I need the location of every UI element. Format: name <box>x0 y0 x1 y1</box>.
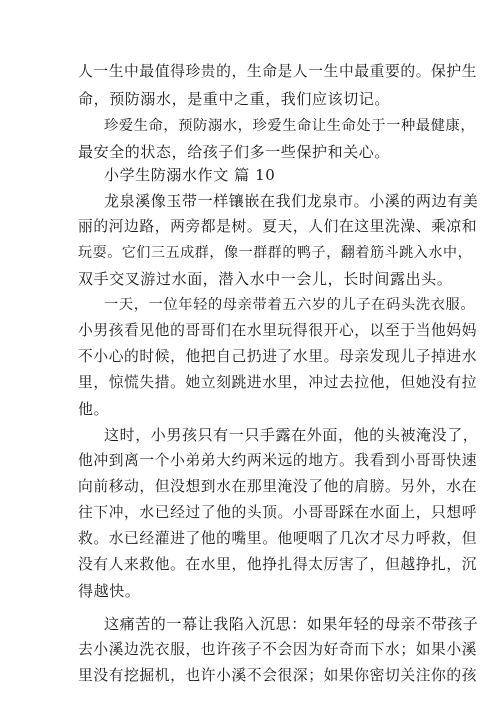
text-line: 去小溪边洗衣服，也许孩子不会因为好奇而下水；如果小溪 <box>78 641 478 658</box>
text-line: 得越快。 <box>78 582 141 600</box>
text-line: 珍爱生命，预防溺水，珍爱生命让生命处于一种最健康， <box>104 118 476 134</box>
text-line: 小男孩看见他的哥哥们在水里玩得很开心，以至于当他妈妈 <box>78 322 478 339</box>
text-line: 救。水已经灌进了他的嘴里。他哽咽了几次才尽力呼救，但 <box>78 530 478 547</box>
text-line: 里，惊慌失措。她立刻跳进水里，冲过去拉他，但她没有拉 <box>78 374 478 391</box>
text-line: 他冲到离一个小弟弟大约两米远的地方。我看到小哥哥快速 <box>78 452 478 469</box>
text-line: 这时，小男孩只有一只手露在外面，他的头被淹没了， <box>104 426 479 444</box>
text-line: 双手交叉游过水面，潜入水中一会儿，长时间露出头。 <box>78 270 453 288</box>
text-line: 龙泉溪像玉带一样镶嵌在我们龙泉市。小溪的两边有美 <box>104 192 479 210</box>
section-heading: 小学生防溺水作文 篇 10 <box>104 166 276 184</box>
text-line: 这痛苦的一幕让我陷入沉思：如果年轻的母亲不带孩子 <box>104 615 479 633</box>
text-line: 最安全的状态，给孩子们多一些保护和关心。 <box>78 143 391 161</box>
text-line: 没有人来救他。在水里，他挣扎得太厉害了，但越挣扎，沉 <box>78 556 478 573</box>
text-line: 不小心的时候，他把自己扔进了水里。母亲发现儿子掉进水 <box>78 348 478 365</box>
text-line: 命，预防溺水，是重中之重，我们应该切记。 <box>78 90 391 108</box>
text-line: 玩耍。它们三五成群，像一群群的鸭子，翻着筋斗跳入水中， <box>78 245 473 261</box>
text-line: 人一生中最值得珍贵的，生命是人一生中最重要的。保护生 <box>78 63 478 80</box>
text-line: 他。 <box>78 400 110 418</box>
text-line: 里没有挖掘机，也许小溪不会很深；如果你密切关注你的孩 <box>78 667 478 684</box>
text-line: 往下冲，水已经过了他的头顶。小哥哥踩在水面上，只想呼 <box>78 504 478 521</box>
text-line: 向前移动，但没想到水在那里淹没了他的肩膀。另外，水在 <box>78 478 478 495</box>
text-line: 丽的河边路，两旁都是树。夏天，人们在这里洗澡、乘凉和 <box>78 218 478 235</box>
text-line: 一天，一位年轻的母亲带着五六岁的儿子在码头洗衣服。 <box>104 297 476 313</box>
